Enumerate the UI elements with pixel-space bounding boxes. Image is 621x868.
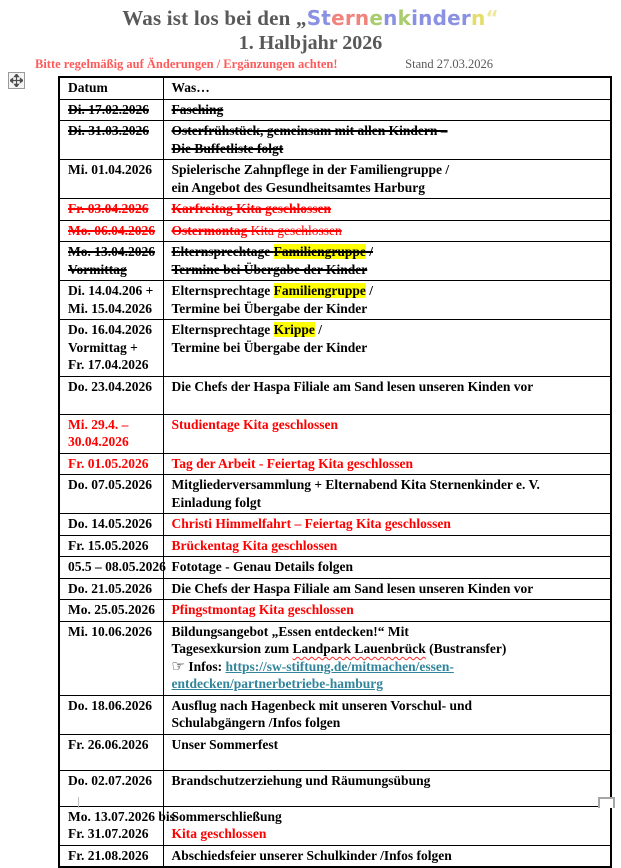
was-cell [163,557,611,579]
cell-line [68,772,158,790]
cell-line [172,261,606,279]
cell-line [68,697,158,715]
title-colored-letter: d [432,6,448,30]
text-segment: Krippe [273,322,315,337]
title-colored-letter: n [354,6,370,30]
date-cell [59,281,163,320]
title-colored-letter: n [383,6,398,30]
cell-line [172,282,606,300]
was-cell [163,414,611,453]
title-colored-letter: t [321,6,332,30]
text-segment: Di. 14.04.206 + [68,283,154,298]
date-cell [59,414,163,453]
page-title-prefix: Was ist los bei den „ [122,6,307,30]
date-cell [59,557,166,579]
text-segment: Mo. 25.05.2026 [68,602,155,617]
cell-line [68,476,158,494]
table-resize-icon[interactable] [598,797,615,808]
was-cell [163,845,611,867]
cell-line [172,601,606,619]
text-segment: Die Chefs der Haspa Filiale am Sand lesen unseren Kinden vor [171,378,534,394]
cell-line [68,356,158,374]
cell-line [68,515,158,533]
cell-line [172,494,606,512]
text-segment: Mi. 29.4. – [68,416,129,432]
pointing-hand-icon: ☞ [171,656,185,675]
date-cell [59,621,163,695]
text-segment: Do. 18.06.2026 [68,697,152,713]
date-cell [59,535,163,557]
table-row [59,320,611,377]
next-table-gridline [78,797,79,808]
date-cell [59,578,163,600]
title-colored-letter: i [411,6,419,30]
cell-line [172,222,606,240]
date-cell [59,734,163,770]
cell-line [68,736,158,754]
table-header-row [59,77,611,99]
title-colored-letter: e [369,6,384,30]
text-segment: Fr. 01.05.2026 [68,455,149,471]
table-row [59,695,611,734]
cell-line [68,558,166,576]
cell-line [68,243,158,261]
was-cell [163,99,611,121]
text-segment: Elternsprechtage [171,283,274,298]
cell-line [172,847,606,865]
text-segment: Fr. 21.08.2026 [68,847,149,863]
text-segment: Fototage - Genau Details folgen [171,559,353,574]
notice-text: Bitte regelmäßig auf Änderungen / Ergänzungen achten! [35,57,338,71]
table-row [59,160,611,199]
was-cell [163,199,611,221]
title-colored-letter: k [397,6,412,30]
table-row [59,475,611,514]
was-cell [163,320,611,377]
text-segment: Di. 17.02.2026 [68,101,149,117]
cell-line [68,261,158,279]
date-cell [59,453,163,475]
cell-line [172,161,606,179]
column-header-was: Was… [163,77,611,99]
text-segment: Mo. 13.04.2026 [68,244,155,259]
text-segment: Vormittag [68,261,127,277]
date-cell [59,806,175,845]
was-cell [163,734,611,770]
cell-line [68,321,158,339]
cell-line [68,847,158,865]
date-cell [59,121,163,160]
text-segment: Ostermontag [171,222,251,238]
cell-line [172,640,606,658]
table-row [59,220,611,242]
text-segment: Familiengruppe [273,283,366,298]
table-row [59,242,611,281]
text-segment: Fr. 31.07.2026 [68,826,149,841]
was-cell [163,220,611,242]
cell-line [172,714,606,732]
title-colored-letter: r [460,6,471,30]
text-segment: Mo. 06.04.2026 [68,222,155,238]
text-segment: Infos: [184,658,226,674]
table-row [59,199,611,221]
text-segment: Termine bei Übergabe der Kinder [171,300,368,316]
cell-line [68,601,158,619]
cell-line [172,300,606,318]
text-segment: 30.04.2026 [68,434,129,449]
text-segment: Tag der Arbeit - Feiertag Kita geschlossen [171,455,413,471]
text-segment: Christi Himmelfahrt – Feiertag Kita geschlossen [171,516,451,531]
text-segment: Mitgliederversammlung + Elternabend Kita Sternenkinder e. V. [171,477,540,492]
column-header-datum: Datum [59,77,163,99]
title-colored-letter: n [418,6,433,30]
text-segment: Kita geschlossen [250,222,342,238]
notice-bar [35,57,621,72]
text-segment: Do. 16.04.2026 [68,322,152,337]
page-subtitle: 1. Halbjahr 2026 [238,32,383,54]
table-row [59,557,611,579]
cell-line [68,222,158,240]
was-cell [163,242,611,281]
text-segment: / [314,322,323,337]
table-row [59,99,611,121]
table-row [59,845,611,867]
cell-line [172,140,606,158]
text-segment: Abschiedsfeier unserer Schulkinder /Infos folgen [171,847,452,863]
cell-line [172,243,606,261]
text-segment: Do. 23.04.2026 [68,378,152,394]
text-segment: Do. 02.07.2026 [68,772,152,788]
cell-line [172,772,606,790]
text-segment: Fr. 03.04.2026 [68,201,149,216]
text-segment: Do. 14.05.2026 [68,516,152,531]
text-segment: Fr. 26.06.2026 [68,736,149,752]
title-colored-letter: e [331,6,345,30]
text-segment: Elternsprechtage [171,244,274,259]
text-segment: ein Angebot des Gesundheitsamtes Harburg [171,179,426,195]
cell-line [172,658,606,676]
cell-line [172,515,606,533]
date-cell [59,695,163,734]
text-segment: Einladung folgt [171,494,262,510]
text-segment: Familiengruppe [273,244,366,259]
cell-line [68,339,158,357]
text-segment: Unser Sommerfest [171,736,279,752]
text-segment: Mi. 01.04.2026 [68,162,152,177]
cell-line [172,339,606,357]
cell-line [172,537,606,555]
text-segment: Karfreitag Kita geschlossen [171,201,331,216]
cell-line [172,808,606,826]
title-colored-letter: r [344,6,355,30]
text-segment: Termine bei Übergabe der Kinder [171,339,368,355]
was-cell [163,695,611,734]
text-segment: (Bustransfer) [425,641,507,656]
text-segment: Landpark Lauenbrück [292,641,426,656]
text-segment: Studientage Kita geschlossen [171,416,339,432]
cell-line [68,378,158,396]
text-segment: / [365,244,374,259]
date-cell [59,376,163,414]
date-cell [59,199,163,221]
title-colored-letter: S [306,6,322,30]
text-segment: Schulabgängern /Infos folgen [171,715,341,730]
cell-line [68,300,158,318]
was-cell [163,514,611,536]
text-segment: Brückentag Kita geschlossen [171,537,338,553]
cell-line [68,623,158,641]
table-row [59,770,611,806]
table-row [59,734,611,770]
table-row [59,453,611,475]
cell-line [172,558,606,576]
cell-line [172,101,606,119]
date-cell [59,770,163,806]
cell-line [172,580,606,598]
cell-line [172,122,606,140]
text-segment: Brandschutzerziehung und Räumungsübung [171,772,431,788]
cell-line [68,808,175,826]
info-link[interactable]: https://sw-stiftung.de/mitmachen/essen- [225,658,454,674]
events-table [58,76,612,868]
text-segment: Do. 21.05.2026 [68,580,152,596]
date-cell [59,220,163,242]
was-cell [163,600,611,622]
text-segment: Mo. 13.07.2026 bis [68,808,175,824]
table-row [59,414,611,453]
cell-line [68,825,158,843]
table-row [59,806,611,845]
text-segment: Tagesexkursion zum [171,641,293,656]
text-segment: Die Buffetliste folgt [171,140,284,156]
date-cell [59,99,163,121]
table-row [59,578,611,600]
cell-line [68,455,158,473]
info-link[interactable]: entdecken/partnerbetriebe-hamburg [171,676,383,691]
was-cell [163,453,611,475]
cell-line [172,179,606,197]
date-cell [59,600,163,622]
text-segment: 05.5 – 08.05.2026 [68,559,166,574]
was-cell [163,770,611,806]
cell-line [68,161,158,179]
date-cell [59,845,163,867]
table-row [59,376,611,414]
text-segment: Elternsprechtage [171,322,274,337]
cell-line [68,101,158,119]
cell-line [68,537,158,555]
cell-line [172,416,606,434]
table-row [59,621,611,695]
cell-line [172,321,606,339]
stand-date: Stand 27.03.2026 [405,57,493,71]
table-move-icon[interactable] [8,72,25,89]
text-segment: Vormittag + [68,339,138,355]
was-cell [163,621,611,695]
text-segment: Mi. 10.06.2026 [68,623,152,639]
table-row [59,281,611,320]
text-segment: Di. 31.03.2026 [68,123,149,138]
text-segment: Fr. 15.05.2026 [68,537,149,553]
page-title [0,6,621,31]
cell-line [172,825,606,843]
was-cell [163,160,611,199]
table-row [59,535,611,557]
cell-line [68,580,158,598]
text-segment: Do. 07.05.2026 [68,477,152,492]
was-cell [163,121,611,160]
text-segment: Termine bei Übergabe der Kinder [171,261,368,277]
cell-line [172,697,606,715]
date-cell [59,475,163,514]
date-cell [59,160,163,199]
page-title-colored-word [307,6,499,30]
cell-line [172,200,606,218]
table-row [59,600,611,622]
title-colored-letter: e [447,6,461,30]
table-row [59,514,611,536]
date-cell [59,320,163,377]
cell-line [172,736,606,754]
text-segment: Spielerische Zahnpflege in der Familiengruppe / [171,162,450,177]
cell-line [172,455,606,473]
cell-line [172,623,606,641]
text-segment: Pfingstmontag Kita geschlossen [171,602,354,617]
was-cell [163,475,611,514]
cell-line [172,378,606,396]
text-segment: Ausflug nach Hagenbeck mit unseren Vorschul- und [171,697,473,713]
text-segment: Osterfrühstück, gemeinsam mit allen Kindern – [171,123,448,138]
table-row [59,121,611,160]
cell-line [68,433,158,451]
cell-line [68,122,158,140]
cell-line [172,675,606,693]
date-cell [59,514,163,536]
text-segment: Mi. 15.04.2026 [68,300,152,316]
text-segment: Fasching [171,101,224,117]
title-colored-letter: n [470,6,486,30]
was-cell [163,281,611,320]
was-cell [163,578,611,600]
title-colored-letter: “ [485,6,499,30]
text-segment: / [365,283,374,298]
text-segment: Kita geschlossen [171,826,267,841]
text-segment: Bildungsangebot „Essen entdecken!“ Mit [171,623,409,639]
cell-line [68,282,158,300]
was-cell [163,806,611,845]
text-segment: Fr. 17.04.2026 [68,357,149,372]
date-cell [59,242,163,281]
text-segment: Die Chefs der Haspa Filiale am Sand lesen unseren Kinden vor [171,580,534,596]
cell-line [172,476,606,494]
cell-line [68,416,158,434]
cell-line [68,200,158,218]
was-cell [163,535,611,557]
was-cell [163,376,611,414]
text-segment: Sommerschließung [171,808,282,824]
